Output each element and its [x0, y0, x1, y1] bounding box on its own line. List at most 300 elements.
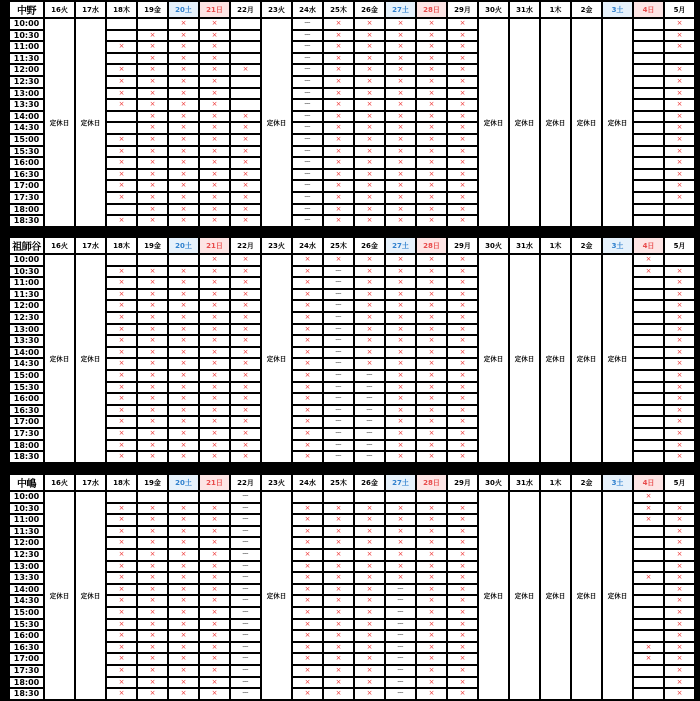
time-label: 17:00	[10, 654, 43, 664]
day-header: 25木	[324, 475, 353, 490]
booked-slot: ×	[200, 205, 229, 215]
booked-slot: ×	[417, 573, 446, 583]
day-header: 26金	[355, 238, 384, 253]
booked-slot: ×	[107, 42, 136, 52]
booked-slot: ×	[355, 336, 384, 346]
available-slot[interactable]	[665, 216, 694, 226]
available-slot[interactable]	[634, 538, 663, 548]
booked-slot: ×	[231, 255, 260, 265]
booked-slot: ×	[231, 359, 260, 369]
booked-slot: ×	[448, 562, 477, 572]
available-slot[interactable]	[107, 255, 136, 265]
unavailable-slot: ー	[324, 406, 353, 416]
booked-slot: ×	[634, 504, 663, 514]
booked-slot: ×	[355, 181, 384, 191]
available-slot[interactable]	[634, 596, 663, 606]
booked-slot: ×	[324, 608, 353, 618]
booked-slot: ×	[355, 515, 384, 525]
booked-slot: ×	[169, 620, 198, 630]
booked-slot: ×	[417, 135, 446, 145]
booked-slot: ×	[448, 290, 477, 300]
available-slot[interactable]	[634, 313, 663, 323]
available-slot[interactable]	[634, 689, 663, 699]
time-label: 14:30	[10, 123, 43, 133]
booked-slot: ×	[448, 359, 477, 369]
available-slot[interactable]	[634, 89, 663, 99]
closed-day-cell: 定休日	[479, 19, 508, 226]
unavailable-slot: ー	[293, 112, 322, 122]
day-header: 22月	[231, 2, 260, 17]
available-slot[interactable]	[634, 608, 663, 618]
available-slot[interactable]	[634, 301, 663, 311]
booked-slot: ×	[169, 452, 198, 462]
available-slot[interactable]	[634, 77, 663, 87]
time-label: 17:30	[10, 666, 43, 676]
available-slot[interactable]	[231, 100, 260, 110]
booked-slot: ×	[417, 89, 446, 99]
booked-slot: ×	[293, 290, 322, 300]
booked-slot: ×	[448, 112, 477, 122]
booked-slot: ×	[386, 112, 415, 122]
available-slot[interactable]	[634, 100, 663, 110]
day-header: 4日	[634, 238, 663, 253]
time-label: 10:30	[10, 267, 43, 277]
booked-slot: ×	[665, 371, 694, 381]
available-slot[interactable]	[634, 216, 663, 226]
booked-slot: ×	[417, 527, 446, 537]
booked-slot: ×	[138, 193, 167, 203]
booked-slot: ×	[417, 515, 446, 525]
available-slot[interactable]	[169, 492, 198, 502]
booked-slot: ×	[355, 678, 384, 688]
booked-slot: ×	[138, 550, 167, 560]
booked-slot: ×	[200, 573, 229, 583]
booked-slot: ×	[200, 193, 229, 203]
booked-slot: ×	[417, 538, 446, 548]
booked-slot: ×	[231, 290, 260, 300]
available-slot[interactable]	[634, 325, 663, 335]
booked-slot: ×	[169, 527, 198, 537]
time-label: 13:00	[10, 325, 43, 335]
available-slot[interactable]	[634, 666, 663, 676]
available-slot[interactable]	[634, 620, 663, 630]
booked-slot: ×	[417, 336, 446, 346]
booked-slot: ×	[665, 678, 694, 688]
booked-slot: ×	[107, 216, 136, 226]
available-slot[interactable]	[634, 181, 663, 191]
booked-slot: ×	[107, 562, 136, 572]
available-slot[interactable]	[231, 89, 260, 99]
available-slot[interactable]	[634, 336, 663, 346]
booked-slot: ×	[448, 417, 477, 427]
available-slot[interactable]	[634, 54, 663, 64]
time-label: 13:00	[10, 89, 43, 99]
available-slot[interactable]	[231, 54, 260, 64]
booked-slot: ×	[417, 112, 446, 122]
available-slot[interactable]	[293, 492, 322, 502]
booked-slot: ×	[417, 608, 446, 618]
time-label: 17:30	[10, 429, 43, 439]
booked-slot: ×	[448, 550, 477, 560]
booked-slot: ×	[138, 205, 167, 215]
booked-slot: ×	[169, 515, 198, 525]
available-slot[interactable]	[138, 492, 167, 502]
booked-slot: ×	[386, 538, 415, 548]
booked-slot: ×	[138, 631, 167, 641]
available-slot[interactable]	[107, 123, 136, 133]
booked-slot: ×	[417, 19, 446, 29]
booked-slot: ×	[293, 550, 322, 560]
unavailable-slot: ー	[293, 147, 322, 157]
booked-slot: ×	[169, 77, 198, 87]
location-label: 中野	[10, 2, 43, 17]
booked-slot: ×	[386, 504, 415, 514]
schedule-table	[8, 0, 696, 228]
day-header: 30火	[479, 238, 508, 253]
day-header: 19金	[138, 2, 167, 17]
booked-slot: ×	[107, 452, 136, 462]
available-slot[interactable]	[448, 492, 477, 502]
unavailable-slot: ー	[293, 158, 322, 168]
booked-slot: ×	[293, 585, 322, 595]
booked-slot: ×	[169, 608, 198, 618]
available-slot[interactable]	[634, 562, 663, 572]
time-label: 12:30	[10, 550, 43, 560]
booked-slot: ×	[355, 193, 384, 203]
booked-slot: ×	[448, 689, 477, 699]
day-header: 5月	[665, 2, 694, 17]
booked-slot: ×	[324, 689, 353, 699]
time-label: 10:30	[10, 504, 43, 514]
available-slot[interactable]	[634, 417, 663, 427]
day-header: 17水	[76, 475, 105, 490]
booked-slot: ×	[324, 527, 353, 537]
day-header: 3土	[603, 2, 632, 17]
time-label: 15:30	[10, 383, 43, 393]
booked-slot: ×	[107, 678, 136, 688]
available-slot[interactable]	[634, 631, 663, 641]
booked-slot: ×	[138, 417, 167, 427]
available-slot[interactable]	[634, 193, 663, 203]
booked-slot: ×	[386, 54, 415, 64]
available-slot[interactable]	[634, 371, 663, 381]
booked-slot: ×	[200, 123, 229, 133]
unavailable-slot: ー	[293, 181, 322, 191]
booked-slot: ×	[200, 452, 229, 462]
time-label: 13:30	[10, 573, 43, 583]
unavailable-slot: ー	[324, 417, 353, 427]
day-header: 24水	[293, 238, 322, 253]
available-slot[interactable]	[665, 205, 694, 215]
booked-slot: ×	[231, 429, 260, 439]
day-header: 19金	[138, 475, 167, 490]
available-slot[interactable]	[634, 19, 663, 29]
booked-slot: ×	[417, 585, 446, 595]
available-slot[interactable]	[355, 492, 384, 502]
booked-slot: ×	[293, 394, 322, 404]
available-slot[interactable]	[634, 112, 663, 122]
closed-day-cell: 定休日	[45, 255, 74, 462]
booked-slot: ×	[293, 313, 322, 323]
booked-slot: ×	[355, 550, 384, 560]
booked-slot: ×	[138, 654, 167, 664]
unavailable-slot: ー	[231, 689, 260, 699]
available-slot[interactable]	[138, 19, 167, 29]
day-header: 22月	[231, 238, 260, 253]
booked-slot: ×	[293, 383, 322, 393]
available-slot[interactable]	[665, 54, 694, 64]
booked-slot: ×	[386, 267, 415, 277]
booked-slot: ×	[417, 100, 446, 110]
booked-slot: ×	[448, 301, 477, 311]
booked-slot: ×	[107, 325, 136, 335]
available-slot[interactable]	[634, 278, 663, 288]
booked-slot: ×	[324, 112, 353, 122]
available-slot[interactable]	[107, 54, 136, 64]
booked-slot: ×	[448, 65, 477, 75]
day-header: 20土	[169, 238, 198, 253]
available-slot[interactable]	[634, 550, 663, 560]
booked-slot: ×	[293, 515, 322, 525]
available-slot[interactable]	[107, 205, 136, 215]
available-slot[interactable]	[634, 170, 663, 180]
booked-slot: ×	[231, 406, 260, 416]
day-header: 18木	[107, 2, 136, 17]
booked-slot: ×	[138, 562, 167, 572]
booked-slot: ×	[293, 371, 322, 381]
available-slot[interactable]	[231, 31, 260, 41]
booked-slot: ×	[665, 89, 694, 99]
time-label: 11:00	[10, 278, 43, 288]
unavailable-slot: ー	[231, 492, 260, 502]
booked-slot: ×	[169, 371, 198, 381]
booked-slot: ×	[386, 100, 415, 110]
booked-slot: ×	[386, 573, 415, 583]
booked-slot: ×	[200, 135, 229, 145]
booked-slot: ×	[107, 77, 136, 87]
available-slot[interactable]	[634, 383, 663, 393]
unavailable-slot: ー	[293, 31, 322, 41]
available-slot[interactable]	[634, 290, 663, 300]
booked-slot: ×	[169, 170, 198, 180]
booked-slot: ×	[200, 359, 229, 369]
booked-slot: ×	[417, 42, 446, 52]
unavailable-slot: ー	[355, 429, 384, 439]
booked-slot: ×	[448, 515, 477, 525]
unavailable-slot: ー	[324, 336, 353, 346]
booked-slot: ×	[355, 147, 384, 157]
closed-day-cell: 定休日	[76, 255, 105, 462]
day-header: 2金	[572, 238, 601, 253]
booked-slot: ×	[634, 643, 663, 653]
unavailable-slot: ー	[293, 89, 322, 99]
unavailable-slot: ー	[324, 394, 353, 404]
booked-slot: ×	[355, 359, 384, 369]
day-header: 4日	[634, 2, 663, 17]
time-label: 13:30	[10, 100, 43, 110]
booked-slot: ×	[355, 654, 384, 664]
booked-slot: ×	[231, 348, 260, 358]
booked-slot: ×	[107, 181, 136, 191]
booked-slot: ×	[417, 267, 446, 277]
booked-slot: ×	[293, 654, 322, 664]
booked-slot: ×	[169, 147, 198, 157]
booked-slot: ×	[355, 689, 384, 699]
unavailable-slot: ー	[355, 406, 384, 416]
available-slot[interactable]	[634, 441, 663, 451]
booked-slot: ×	[293, 325, 322, 335]
booked-slot: ×	[448, 135, 477, 145]
booked-slot: ×	[386, 336, 415, 346]
time-label: 17:00	[10, 417, 43, 427]
available-slot[interactable]	[231, 42, 260, 52]
available-slot[interactable]	[634, 359, 663, 369]
unavailable-slot: ー	[386, 643, 415, 653]
booked-slot: ×	[665, 538, 694, 548]
time-label: 18:00	[10, 441, 43, 451]
booked-slot: ×	[417, 158, 446, 168]
booked-slot: ×	[107, 336, 136, 346]
available-slot[interactable]	[634, 452, 663, 462]
booked-slot: ×	[448, 348, 477, 358]
available-slot[interactable]	[634, 429, 663, 439]
booked-slot: ×	[231, 452, 260, 462]
available-slot[interactable]	[634, 158, 663, 168]
available-slot[interactable]	[107, 31, 136, 41]
available-slot[interactable]	[107, 492, 136, 502]
booked-slot: ×	[200, 550, 229, 560]
booked-slot: ×	[324, 573, 353, 583]
booked-slot: ×	[200, 371, 229, 381]
booked-slot: ×	[417, 301, 446, 311]
booked-slot: ×	[231, 181, 260, 191]
booked-slot: ×	[107, 348, 136, 358]
available-slot[interactable]	[634, 205, 663, 215]
booked-slot: ×	[324, 585, 353, 595]
booked-slot: ×	[169, 216, 198, 226]
available-slot[interactable]	[138, 255, 167, 265]
available-slot[interactable]	[634, 527, 663, 537]
booked-slot: ×	[169, 689, 198, 699]
booked-slot: ×	[355, 325, 384, 335]
booked-slot: ×	[293, 278, 322, 288]
available-slot[interactable]	[107, 19, 136, 29]
booked-slot: ×	[138, 89, 167, 99]
booked-slot: ×	[107, 89, 136, 99]
booked-slot: ×	[200, 348, 229, 358]
time-label: 15:30	[10, 147, 43, 157]
booked-slot: ×	[138, 359, 167, 369]
booked-slot: ×	[417, 359, 446, 369]
booked-slot: ×	[169, 406, 198, 416]
available-slot[interactable]	[386, 492, 415, 502]
available-slot[interactable]	[634, 123, 663, 133]
available-slot[interactable]	[634, 406, 663, 416]
booked-slot: ×	[386, 170, 415, 180]
booked-slot: ×	[200, 301, 229, 311]
booked-slot: ×	[324, 54, 353, 64]
unavailable-slot: ー	[293, 170, 322, 180]
booked-slot: ×	[293, 441, 322, 451]
booked-slot: ×	[107, 278, 136, 288]
available-slot[interactable]	[107, 112, 136, 122]
booked-slot: ×	[324, 135, 353, 145]
booked-slot: ×	[665, 666, 694, 676]
booked-slot: ×	[386, 550, 415, 560]
available-slot[interactable]	[324, 492, 353, 502]
day-header: 29月	[448, 2, 477, 17]
time-label: 16:30	[10, 406, 43, 416]
booked-slot: ×	[665, 550, 694, 560]
booked-slot: ×	[417, 678, 446, 688]
available-slot[interactable]	[634, 394, 663, 404]
booked-slot: ×	[386, 89, 415, 99]
unavailable-slot: ー	[355, 371, 384, 381]
booked-slot: ×	[169, 573, 198, 583]
booked-slot: ×	[417, 406, 446, 416]
day-header: 21日	[200, 2, 229, 17]
available-slot[interactable]	[665, 255, 694, 265]
booked-slot: ×	[448, 147, 477, 157]
booked-slot: ×	[231, 147, 260, 157]
unavailable-slot: ー	[386, 585, 415, 595]
available-slot[interactable]	[417, 492, 446, 502]
booked-slot: ×	[169, 193, 198, 203]
booked-slot: ×	[448, 278, 477, 288]
booked-slot: ×	[665, 573, 694, 583]
booked-slot: ×	[355, 135, 384, 145]
booked-slot: ×	[355, 255, 384, 265]
day-header: 2金	[572, 2, 601, 17]
available-slot[interactable]	[634, 135, 663, 145]
booked-slot: ×	[107, 666, 136, 676]
booked-slot: ×	[417, 654, 446, 664]
available-slot[interactable]	[634, 585, 663, 595]
booked-slot: ×	[448, 267, 477, 277]
booked-slot: ×	[324, 562, 353, 572]
booked-slot: ×	[324, 77, 353, 87]
booked-slot: ×	[107, 301, 136, 311]
unavailable-slot: ー	[293, 100, 322, 110]
booked-slot: ×	[417, 550, 446, 560]
booked-slot: ×	[386, 123, 415, 133]
available-slot[interactable]	[634, 678, 663, 688]
available-slot[interactable]	[200, 492, 229, 502]
booked-slot: ×	[107, 643, 136, 653]
location-label: 中嶋	[10, 475, 43, 490]
unavailable-slot: ー	[386, 678, 415, 688]
booked-slot: ×	[107, 550, 136, 560]
available-slot[interactable]	[634, 65, 663, 75]
available-slot[interactable]	[169, 255, 198, 265]
day-header: 24水	[293, 2, 322, 17]
booked-slot: ×	[138, 585, 167, 595]
available-slot[interactable]	[231, 77, 260, 87]
available-slot[interactable]	[634, 42, 663, 52]
available-slot[interactable]	[231, 19, 260, 29]
booked-slot: ×	[169, 504, 198, 514]
booked-slot: ×	[448, 394, 477, 404]
booked-slot: ×	[231, 325, 260, 335]
available-slot[interactable]	[665, 492, 694, 502]
booked-slot: ×	[200, 585, 229, 595]
available-slot[interactable]	[634, 31, 663, 41]
booked-slot: ×	[417, 596, 446, 606]
booked-slot: ×	[293, 678, 322, 688]
time-label: 12:30	[10, 313, 43, 323]
available-slot[interactable]	[634, 147, 663, 157]
available-slot[interactable]	[634, 348, 663, 358]
